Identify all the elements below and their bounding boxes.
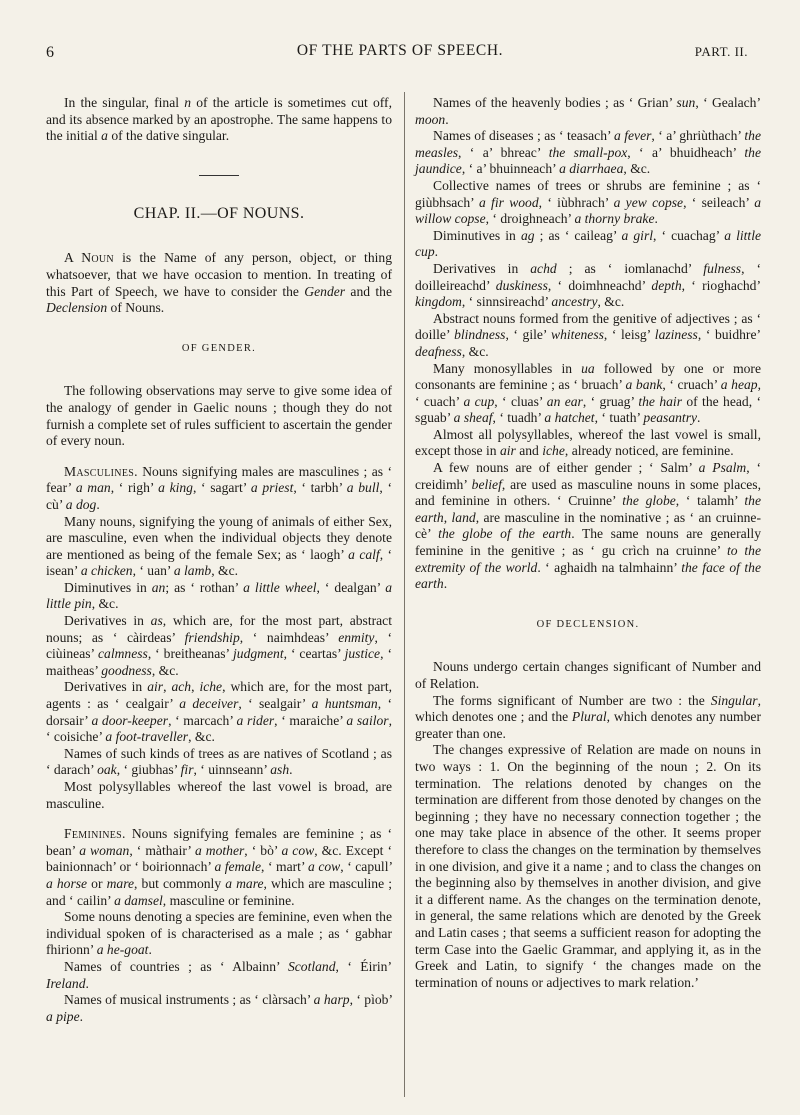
- paragraph: Most polysyllables whereof the last vowel is broad, are masculine.: [46, 779, 392, 811]
- part-label: PART. II.: [694, 44, 748, 59]
- paragraph: Some nouns denoting a species are feminine, even when the individual spoken of is characterised as a male ; as ‘ gabhar fhirionn’ a he-goat.: [46, 909, 392, 958]
- paragraph: The changes expressive of Relation are made on nouns in two ways : 1. On the beginning of the noun ; 2. On its termination. The relations denoted by changes on the termination are different from those denoted by changes on the beginning ; they have no necessary connection together ; the one may take place in absence of the other. It seems proper therefore to class the changes on the termination by themselves in one division, and give it a name ; and to class the changes on the beginning also by themselves in another division, and give it a different name. As the changes on the termination denote, in general, the same relations which are denoted by the Greek and Latin cases ; that seems a sufficient reason for adopting the term Case into the Gaelic Grammar, and applying it, as in the Greek and Latin, to signify ‘ the changes made on the termination of nouns or adjectives to mark relation.’: [415, 742, 761, 990]
- paragraph: Names of such kinds of trees as are natives of Scotland ; as ‘ darach’ oak, ‘ giubhas’ fir, ‘ uinnseann’ ash.: [46, 745, 392, 778]
- paragraph: Diminutives in an; as ‘ rothan’ a little wheel, ‘ dealgan’ a little pin, &c.: [46, 579, 392, 612]
- paragraph: A Noun is the Name of any person, object, or thing whatsoever, that we have occasion to mention. In treating of this Part of Speech, we have to consider the Gender and the Declension of Nouns.: [46, 250, 392, 316]
- section-rule: [199, 175, 239, 176]
- paragraph: Feminines. Nouns signifying females are feminine ; as ‘ bean’ a woman, ‘ màthair’ a mother, ‘ bò’ a cow, &c. Except ‘ bainionnach’ or ‘ boirionnach’ a female, ‘ mart’ a cow, ‘ capull’ a horse or mare, but commonly a mare, which are masculine ; and ‘ cailin’ a damsel, masculine or feminine.: [46, 826, 393, 908]
- section-heading: OF DECLENSION.: [536, 618, 640, 630]
- paragraph: In the singular, final n of the article is sometimes cut off, and its absence marked by an apostrophe. The same happens to the initial a of the dative singular.: [46, 95, 392, 144]
- paragraph: Names of the heavenly bodies ; as ‘ Grian’ sun, ‘ Gealach’ moon.: [415, 95, 761, 127]
- paragraph: Almost all polysyllables, whereof the last vowel is small, except those in air and iche, already noticed, are feminine.: [415, 426, 761, 459]
- paragraph: Collective names of trees or shrubs are feminine ; as ‘ giùbhsach’ a fir wood, ‘ iùbhrach’ a yew copse, ‘ seileach’ a willow copse, ‘ droighneach’ a thorny brake.: [415, 177, 761, 227]
- paragraph: The following observations may serve to give some idea of the analogy of gender in Gaelic nouns ; though they do not furnish a complete set of rules sufficient to ascertain the gender of every noun.: [46, 383, 392, 449]
- paragraph: Names of countries ; as ‘ Albainn’ Scotland, ‘ Éirin’ Ireland.: [46, 958, 392, 991]
- paragraph: Diminutives in ag ; as ‘ caileag’ a girl, ‘ cuachag’ a little cup.: [415, 227, 762, 260]
- running-head: [0, 42, 800, 62]
- column-divider: [404, 92, 405, 1097]
- paragraph: Masculines. Nouns signifying males are masculines ; as ‘ fear’ a man, ‘ righ’ a king, ‘ sagart’ a priest, ‘ tarbh’ a bull, ‘ cù’ a dog.: [46, 463, 392, 512]
- left-column: [46, 95, 392, 1025]
- paragraph: The forms significant of Number are two : the Singular, which denotes one ; and the Plural, which denotes any number greater than one.: [415, 692, 761, 741]
- paragraph: Names of diseases ; as ‘ teasach’ a fever, ‘ a’ ghriùthach’ the measles, ‘ a’ bhreac’ the small-pox, ‘ a’ bhuidheach’ the jaundice, ‘ a’ bhuinneach’ a diarrhaea, &c.: [415, 128, 761, 177]
- page-number: 6: [46, 44, 54, 61]
- paragraph: Derivatives in as, which are, for the most part, abstract nouns; as ‘ càirdeas’ friendship, ‘ naimhdeas’ enmity, ‘ ciùineas’ calmness, ‘ breitheanas’ judgment, ‘ ceartas’ justice, ‘ maitheas’ goodness, &c.: [46, 613, 392, 678]
- paragraph: Names of musical instruments ; as ‘ clàrsach’ a harp, ‘ pìob’ a pipe.: [46, 992, 392, 1024]
- paragraph: Abstract nouns formed from the genitive of adjectives ; as ‘ doille’ blindness, ‘ gile’ whiteness, ‘ leisg’ laziness, ‘ buidhre’ deafness, &c.: [415, 310, 762, 359]
- paragraph: Derivatives in achd ; as ‘ iomlanachd’ fulness, ‘ doilleireachd’ duskiness, ‘ doimhneachd’ depth, ‘ rioghachd’ kingdom, ‘ sinnsireachd’ ancestry, &c.: [415, 260, 762, 310]
- paragraph: A few nouns are of either gender ; ‘ Salm’ a Psalm, ‘ creidimh’ belief, are used as masculine nouns in some places, and feminine in others. ‘ Cruinne’ the globe, ‘ talamh’ the earth, land, are masculine in the nominative ; as ‘ an cruinne-cè’ the globe of the earth. The same nouns are generally feminine in the genitive ; as ‘ gu crìch na cruinne’ to the extremity of the world. ‘ aghaidh na talmhainn’ the face of the earth.: [415, 460, 762, 592]
- chapter-heading: CHAP. II.—OF NOUNS.: [133, 204, 305, 222]
- paragraph: Derivatives in air, ach, iche, which are, for the most part, agents : as ‘ cealgair’ a deceiver, ‘ sealgair’ a huntsman, ‘ dorsair’ a door-keeper, ‘ marcach’ a rider, ‘ maraiche’ a sailor, ‘ coisiche’ a foot-traveller, &c.: [46, 679, 392, 745]
- paragraph: Nouns undergo certain changes significant of Number and of Relation.: [415, 659, 761, 691]
- section-heading: OF GENDER.: [181, 342, 257, 354]
- running-title: OF THE PARTS OF SPEECH.: [296, 42, 504, 59]
- paragraph: Many monosyllables in ua followed by one or more consonants are feminine ; as ‘ bruach’ a bank, ‘ cruach’ a heap, ‘ cuach’ a cup, ‘ cluas’ an ear, ‘ gruag’ the hair of the head, ‘ sguab’ a sheaf, ‘ tuadh’ a hatchet, ‘ tuath’ peasantry.: [415, 360, 761, 426]
- paragraph: Many nouns, signifying the young of animals of either Sex, are masculine, even when the individual objects they denote are mentioned as being of the female Sex; as ‘ laogh’ a calf, ‘ isean’ a chicken, ‘ uan’ a lamb, &c.: [46, 513, 392, 579]
- right-column: [415, 95, 761, 991]
